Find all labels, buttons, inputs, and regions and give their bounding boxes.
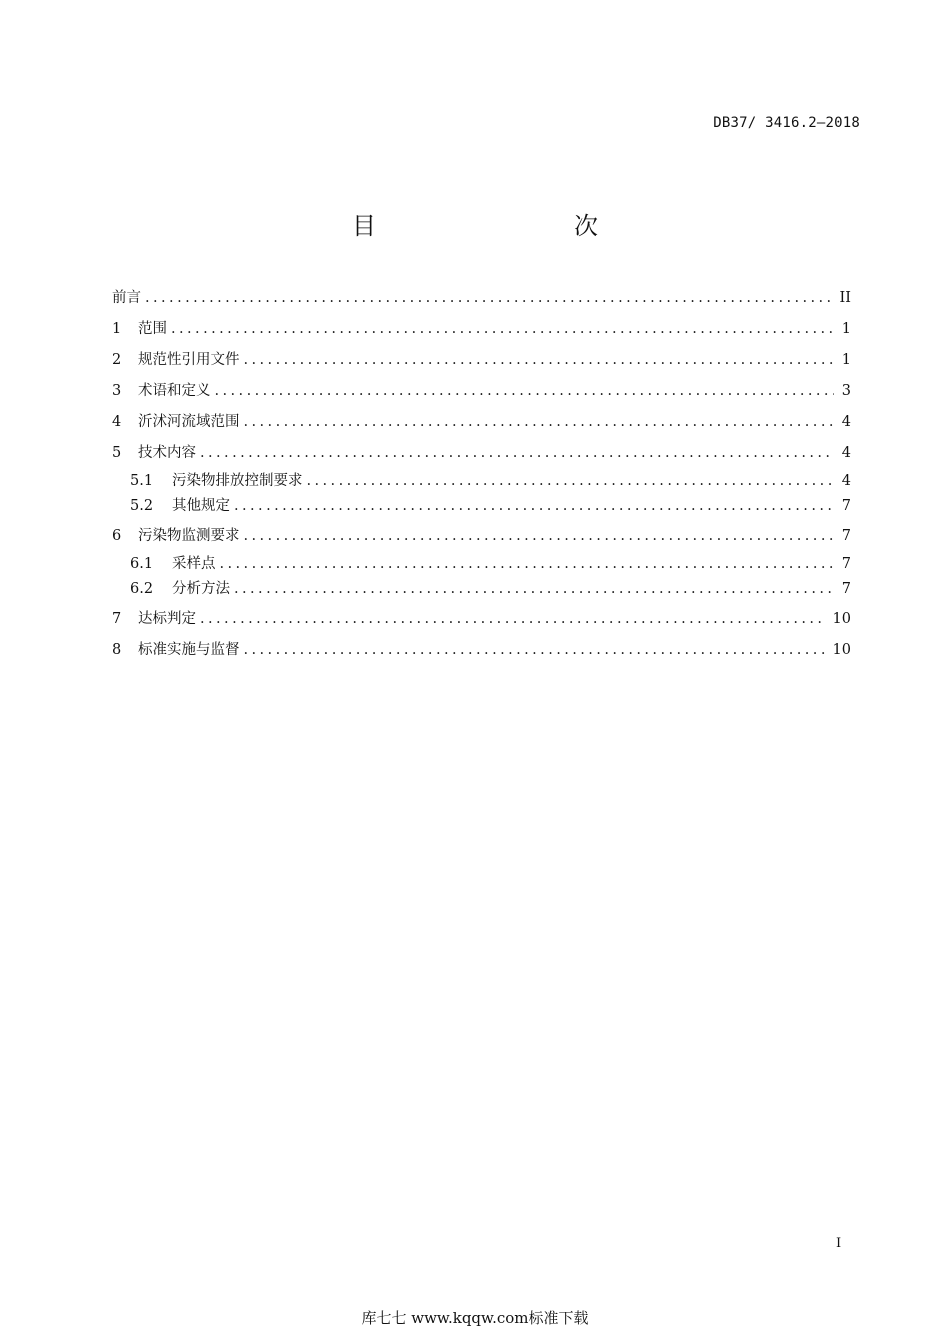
toc-entry-8[interactable] — [112, 638, 851, 669]
toc-leader-dots — [220, 556, 834, 572]
toc-entry-page: 7 — [841, 497, 851, 514]
toc-entry-label: 其他规定 — [172, 497, 230, 514]
toc-entry-number: 5.2 — [130, 497, 154, 514]
table-of-contents — [112, 286, 851, 669]
toc-entry-page: 7 — [841, 580, 851, 597]
toc-entry-page: 7 — [841, 556, 851, 572]
toc-entry-6-1[interactable] — [112, 552, 851, 577]
toc-entry-number: 7 — [112, 611, 122, 627]
toc-leader-dots — [171, 321, 834, 337]
toc-entry-number: 2 — [112, 352, 122, 368]
toc-entry-number: 3 — [112, 383, 122, 399]
toc-entry-number: 4 — [112, 414, 122, 430]
toc-leader-dots — [215, 383, 834, 399]
toc-entry-6-2[interactable] — [112, 577, 851, 608]
toc-entry-label: 达标判定 — [138, 611, 196, 627]
toc-entry-label: 沂沭河流域范围 — [138, 414, 240, 430]
toc-entry-1[interactable] — [112, 317, 851, 348]
toc-entry-page: 10 — [832, 611, 851, 627]
toc-entry-number: 6.2 — [130, 580, 154, 597]
toc-entry-5-1[interactable] — [112, 469, 851, 494]
toc-entry-number: 8 — [112, 642, 122, 658]
toc-entry-number: 1 — [112, 321, 122, 337]
toc-entry-label: 范围 — [138, 321, 167, 337]
toc-leader-dots — [244, 642, 825, 658]
toc-leader-dots — [244, 528, 834, 544]
toc-entry-page: II — [839, 290, 851, 306]
toc-entry-number: 5 — [112, 445, 122, 461]
toc-entry-label: 采样点 — [172, 556, 216, 572]
toc-entry-2[interactable] — [112, 348, 851, 379]
toc-entry-label: 污染物排放控制要求 — [172, 473, 303, 489]
doc-code: DB37/ 3416.2—2018 — [713, 115, 860, 131]
toc-entry-label: 规范性引用文件 — [138, 352, 240, 368]
toc-leader-dots — [200, 445, 834, 461]
toc-entry-6[interactable] — [112, 524, 851, 552]
toc-entry-label: 分析方法 — [172, 580, 230, 597]
watermark-text: 库七七 www.kqqw.com标准下载 — [361, 1309, 589, 1327]
toc-entry-label: 污染物监测要求 — [138, 528, 240, 544]
toc-entry-page: 10 — [832, 642, 851, 658]
toc-entry-page: 4 — [841, 414, 851, 430]
toc-leader-dots — [307, 473, 834, 489]
toc-entry-page: 7 — [841, 528, 851, 544]
toc-entry-foreword[interactable] — [112, 286, 851, 317]
toc-entry-number: 6 — [112, 528, 122, 544]
toc-entry-page: 1 — [841, 352, 851, 368]
toc-entry-page: 1 — [841, 321, 851, 337]
toc-title: 目 次 — [352, 212, 648, 240]
toc-leader-dots — [234, 581, 834, 597]
toc-leader-dots — [200, 611, 825, 627]
toc-entry-label: 前言 — [112, 290, 141, 306]
toc-leader-dots — [244, 352, 834, 368]
toc-entry-label: 术语和定义 — [138, 383, 211, 399]
toc-leader-dots — [244, 414, 834, 430]
toc-entry-5-2[interactable] — [112, 494, 851, 525]
toc-entry-5[interactable] — [112, 441, 851, 469]
page-number: I — [836, 1236, 842, 1251]
toc-entry-label: 技术内容 — [138, 445, 196, 461]
toc-entry-number: 5.1 — [130, 473, 154, 489]
toc-entry-page: 4 — [841, 445, 851, 461]
toc-entry-page: 4 — [841, 473, 851, 489]
toc-entry-7[interactable] — [112, 607, 851, 638]
toc-entry-3[interactable] — [112, 379, 851, 410]
toc-entry-4[interactable] — [112, 410, 851, 441]
toc-entry-number: 6.1 — [130, 556, 154, 572]
toc-leader-dots — [234, 498, 834, 514]
toc-leader-dots — [145, 290, 832, 306]
toc-entry-page: 3 — [841, 383, 851, 399]
toc-entry-label: 标准实施与监督 — [138, 642, 240, 658]
